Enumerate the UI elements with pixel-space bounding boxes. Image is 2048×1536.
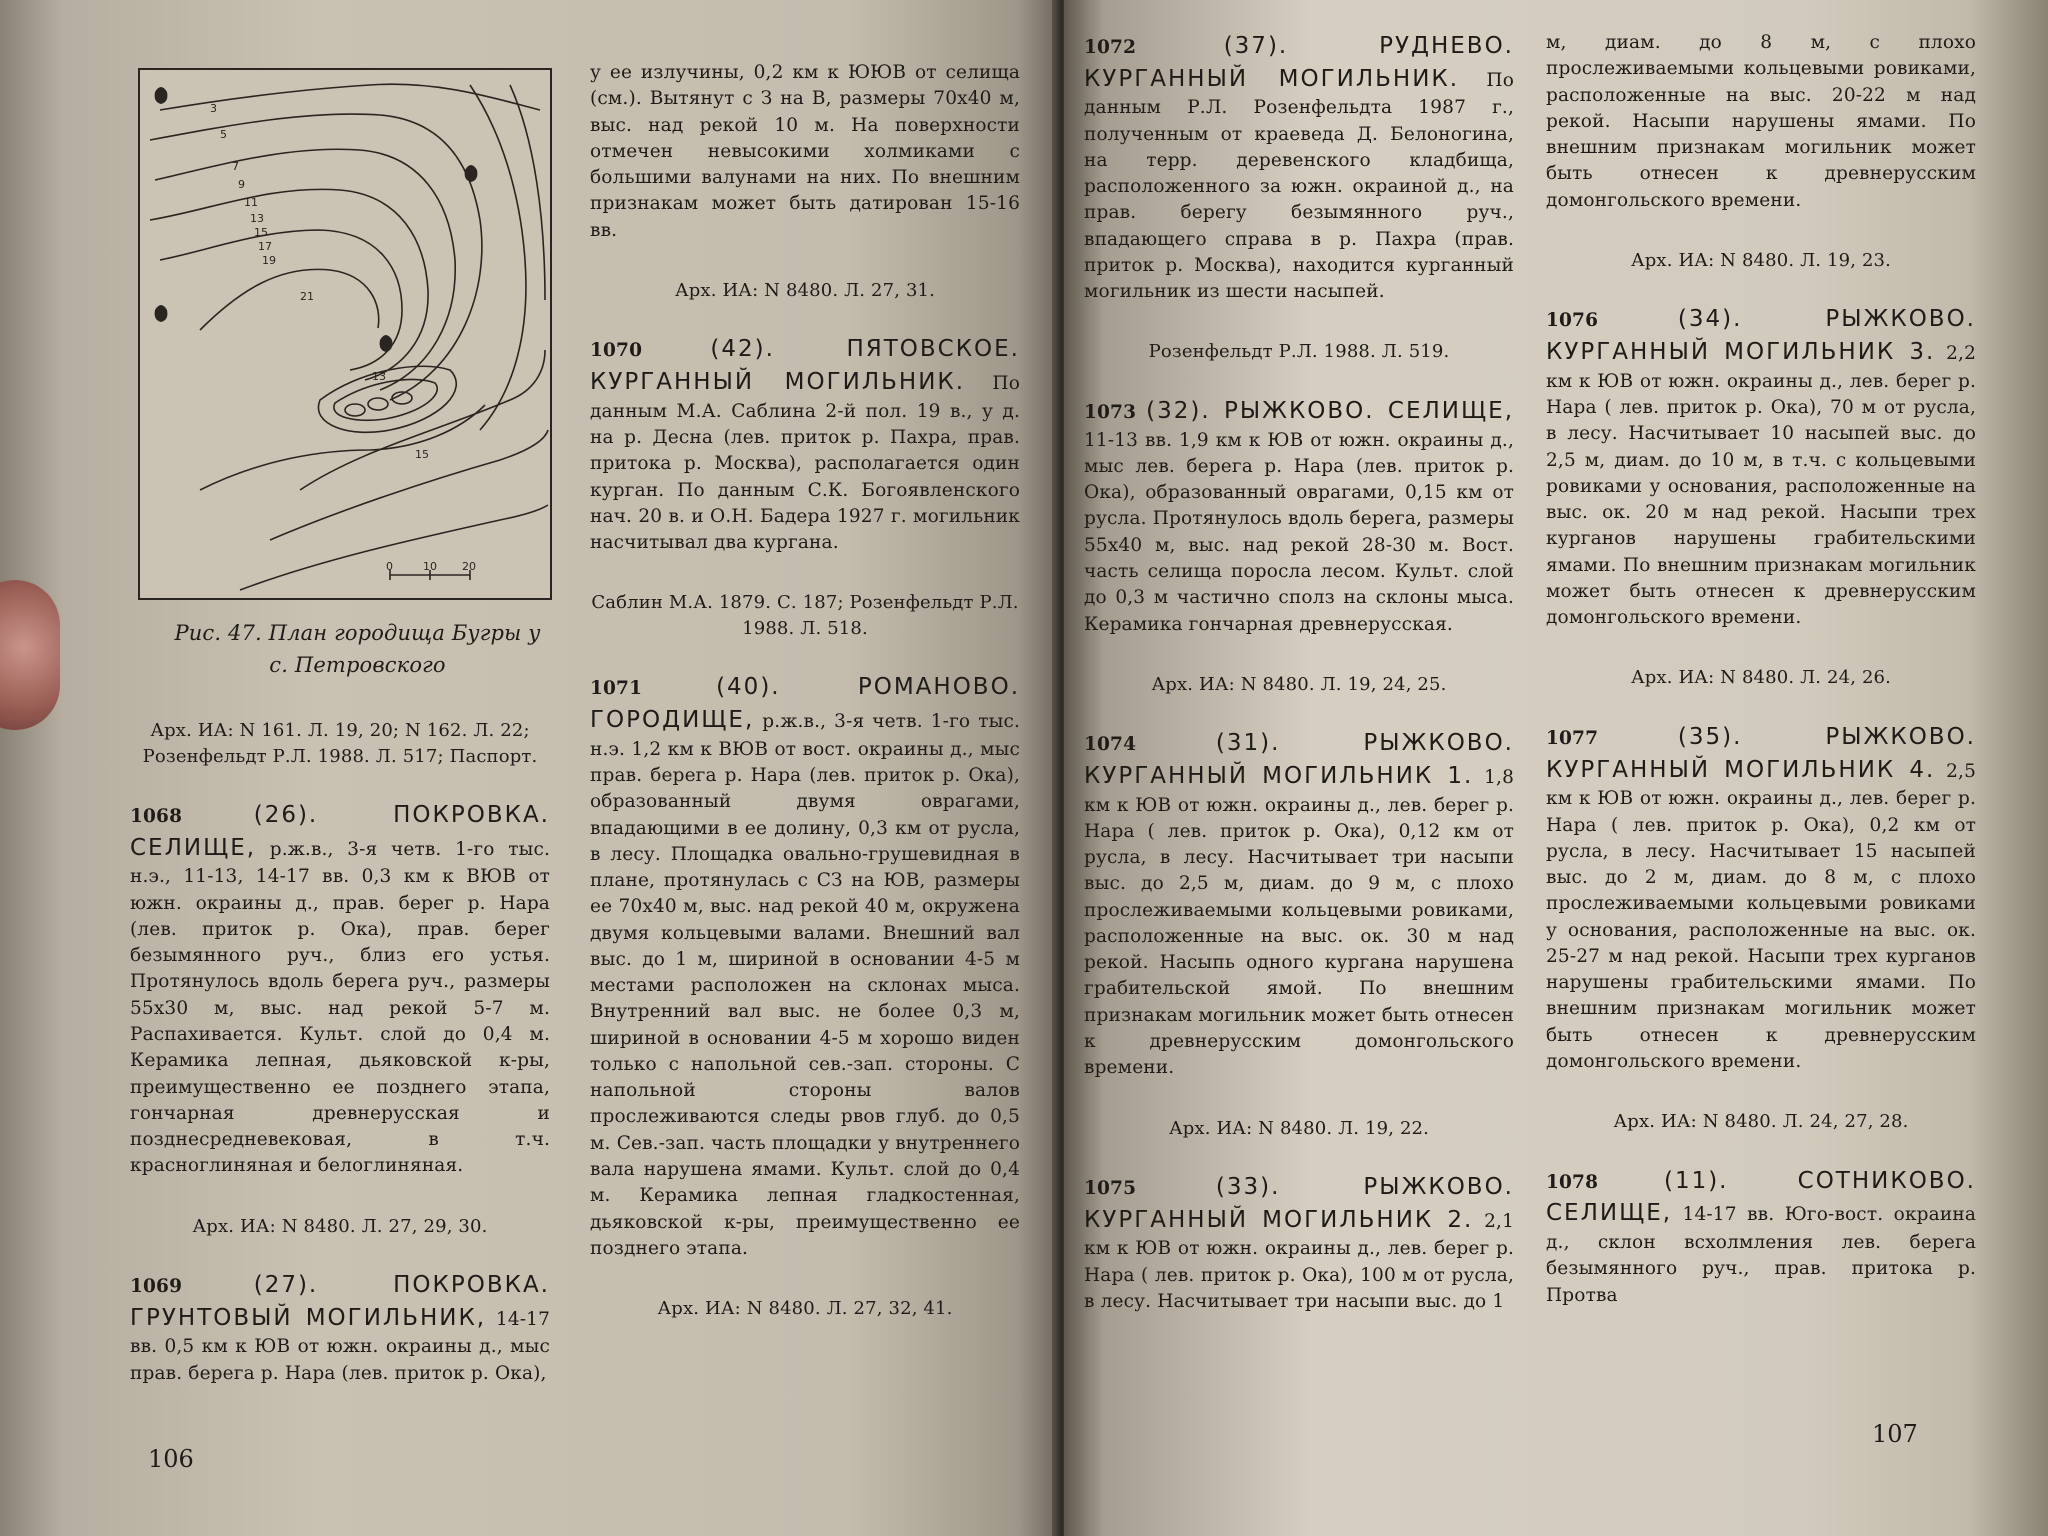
entry-text: 14-17 вв. Юго-вост. окраина д., склон всхолмления лев. берега безымянного руч., прав. притока р. Протва (1546, 1204, 1976, 1306)
entry-text: 2,1 км к ЮВ от южн. окраины д., лев. берег р. Нара ( лев. приток р. Ока), 100 м от русла, в лесу. Насчитывает три насыпи выс. до 1 (1084, 1210, 1514, 1312)
right-column-2 (1546, 30, 1976, 1309)
entry-1071 (590, 671, 1020, 1262)
entry-heading: (27). ПОКРОВКА. ГРУНТОВЫЙ МОГИЛЬНИК, (130, 1272, 550, 1331)
entry-1075 (1084, 1171, 1514, 1315)
entry-text: 2,5 км к ЮВ от южн. окраины д., лев. берег р. Нара ( лев. приток р. Ока), 0,2 км от русла, в лесу. Насчитывает 15 насыпей выс. до 2 м, диам. до 8 м, с плохо прослеживаемыми кольцевыми ровиками у основания, расположенные на выс. ок. 25-27 м над рекой. Насыпи трех курганов нарушены грабительскими ямами. По внешним признакам могильник может быть отнесен к древнерусским домонгольского времени. (1546, 760, 1976, 1072)
contour-label: 19 (262, 254, 276, 267)
page-number: 106 (148, 1445, 194, 1473)
reference: Арх. ИА: N 8480. Л. 27, 31. (674, 279, 936, 301)
entry-heading: (11). СОТНИКОВО. СЕЛИЩЕ, (1546, 1167, 1976, 1227)
right-column-1 (1084, 30, 1514, 1315)
entry-number: 1073 (1084, 401, 1137, 423)
entry-number: 1074 (1084, 734, 1137, 756)
reference: Арх. ИА: N 8480. Л. 24, 27, 28. (1613, 1111, 1909, 1133)
reference: Арх. ИА: N 8480. Л. 27, 29, 30. (192, 1215, 488, 1237)
reference: Арх. ИА: N 161. Л. 19, 20; N 162. Л. 22; Розенфельдт Р.Л. 1988. Л. 517; Паспорт. (142, 720, 538, 767)
thumb-finger (0, 580, 60, 730)
entry-heading: (33). РЫЖКОВО. КУРГАННЫЙ МОГИЛЬНИК 2. (1084, 1174, 1514, 1233)
entry-1077 (1546, 721, 1976, 1075)
entry-number: 1076 (1546, 310, 1599, 332)
scale-label: 20 (462, 560, 476, 573)
continued-text: у ее излучины, 0,2 км к ЮЮВ от селища (см.). Вытянут с З на В, размеры 70х40 м, выс. над рекой 10 м. На поверхности отмечен невысокими холмиками с большими валунами на них. По внешним признакам может быть датирован 15-16 вв. (590, 62, 1020, 241)
scale-label: 10 (423, 560, 437, 573)
entry-text: р.ж.в., 3-я четв. 1-го тыс. н.э., 11-13, 14-17 вв. 0,3 км к ВЮВ от южн. окраины д., прав. берег р. Нара (лев. приток р. Ока), прав. берег безымянного руч., близ его устья. Протянулось вдоль берега руч., размеры 55х30 м, выс. над рекой 5-7 м. Распахивается. Культ. слой до 0,4 м. Керамика лепная, дьяковской к-ры, преимущественно ее позднего этапа, гончарная древнерусская и позднесредневековая, в т.ч. красноглиняная и белоглиняная. (130, 838, 550, 1177)
entry-heading: (32). РЫЖКОВО. СЕЛИЩЕ, (1146, 397, 1514, 424)
scale-label: 0 (386, 560, 393, 573)
contour-label: 3 (210, 102, 217, 115)
entry-number: 1078 (1546, 1171, 1599, 1193)
entry-1076 (1546, 303, 1976, 631)
entry-heading: (40). РОМАНОВО. ГОРОДИЩЕ, (590, 674, 1021, 734)
reference: Арх. ИА: N 8480. Л. 19, 23. (1630, 249, 1892, 271)
contour-label: 7 (232, 160, 239, 173)
entry-number: 1072 (1084, 37, 1137, 58)
entry-number: 1068 (130, 806, 183, 828)
entry-1074 (1084, 727, 1514, 1081)
entry-1072 (1084, 30, 1514, 305)
contour-label: 9 (238, 178, 245, 191)
reference: Арх. ИА: N 8480. Л. 19, 24, 25. (1151, 673, 1447, 695)
entry-text: 1,8 км к ЮВ от южн. окраины д., лев. берег р. Нара ( лев. приток р. Ока), 0,12 км от русла, в лесу. Насчитывает три насыпи выс. до 2,5 м, диам. до 9 м, с плохо прослеживаемыми кольцевыми ровиками, расположенные на выс. ок. 30 м над рекой. Насыпь одного кургана нарушена грабительской ямой. По внешним признакам могильник может быть отнесен к древнерусским домонгольского времени. (1084, 766, 1514, 1079)
contour-label: 21 (300, 290, 314, 303)
contour-label: 11 (244, 196, 258, 209)
entry-1070 (590, 333, 1020, 556)
entry-text: По данным М.А. Саблина 2-й пол. 19 в., у д. на р. Десна (лев. приток р. Пахра, прав. притока р. Москва), располагается один курган. По данным С.К. Богоявленского нач. 20 в. и О.Н. Бадера 1927 г. могильник насчитывал два кургана. (590, 373, 1020, 554)
contour-label: 13 (372, 370, 386, 383)
entry-number: 1070 (590, 340, 643, 362)
figure-caption: Рис. 47. План городища Бугры у с. Петровского (174, 621, 541, 677)
reference: Арх. ИА: N 8480. Л. 27, 32, 41. (657, 1298, 953, 1320)
entry-heading: (37). РУДНЕВО. КУРГАННЫЙ МОГИЛЬНИК. (1084, 33, 1514, 92)
entry-text: 2,2 км к ЮВ от южн. окраины д., лев. берег р. Нара ( лев. приток р. Ока), 70 м от русла, в лесу. Насчитывает 10 насыпей выс. до 2,5 м, диам. до 10 м, в т.ч. с кольцевыми ровиками у основания, расположенные на выс. ок. 20 м над рекой. Насыпи трех курганов нарушены грабительскими ямами. По внешним признакам могильник может быть отнесен к древнерусским домонгольского времени. (1546, 343, 1976, 629)
contour-label: 15 (415, 448, 429, 461)
entry-heading: (35). РЫЖКОВО. КУРГАННЫЙ МОГИЛЬНИК 4. (1546, 723, 1976, 783)
continued-text: м, диам. до 8 м, с плохо прослеживаемыми кольцевыми ровиками, расположенные на выс. 20-22 м над рекой. Насыпи нарушены ямами. По внешним признакам могильник может быть отнесен к древнерусским домонгольского времени. (1546, 32, 1976, 211)
contour-label: 5 (220, 128, 227, 141)
page-number: 107 (1872, 1420, 1918, 1448)
reference: Саблин М.А. 1879. С. 187; Розенфельдт Р.Л. 1988. Л. 518. (591, 592, 1019, 639)
entry-number: 1071 (590, 678, 643, 700)
contour-label: 15 (254, 226, 268, 239)
entry-number: 1075 (1084, 1178, 1137, 1200)
entry-heading: (34). РЫЖКОВО. КУРГАННЫЙ МОГИЛЬНИК 3. (1546, 306, 1976, 366)
entry-text: 14-17 вв. 0,5 км к ЮВ от южн. окраины д., мыс прав. берега р. Нара (лев. приток р. Ока), (130, 1308, 550, 1384)
right-page (1064, 0, 2048, 1536)
contour-map-svg (140, 70, 550, 598)
figure-caption-block (165, 618, 550, 681)
contour-label: 13 (250, 212, 264, 225)
entry-heading: (26). ПОКРОВКА. СЕЛИЩЕ, (130, 802, 550, 861)
entry-heading: (42). ПЯТОВСКОЕ. КУРГАННЫЙ МОГИЛЬНИК. (590, 336, 1020, 396)
entry-text: р.ж.в., 3-я четв. 1-го тыс. н.э. 1,2 км к ВЮВ от вост. окраины д., мыс прав. берега р. Нара (лев. приток р. Ока), образованный двумя оврагами, впадающими в ее долину, 0,3 км от русла, в лесу. Площадка овально-грушевидная в плане, протянулась с СЗ на ЮВ, размеры ее 70х40 м, выс. над рекой 40 м, окружена двумя кольцевыми валами. Внешний вал выс. до 1 м, шириной в основании 4-5 м местами расположен на склонах мыса. Внутренний вал выс. не более 0,3 м, шириной в основании 4-5 м хорошо виден только с напольной сев.-зап. стороны. С напольной стороны валов прослеживаются следы рвов глуб. до 0,5 м. Сев.-зап. часть площадки у внутреннего вала нарушена ямами. Культ. слой до 0,4 м. Керамика лепная гладкостенная, дьяковской к-ры, преимущественно ее позднего этапа. (590, 711, 1021, 1259)
reference: Розенфельдт Р.Л. 1988. Л. 519. (1148, 341, 1450, 363)
entry-1073 (1084, 395, 1514, 638)
entry-1069 (130, 1269, 550, 1387)
entry-number: 1069 (130, 1276, 183, 1298)
entry-1068 (130, 799, 550, 1180)
contour-map-figure (138, 68, 552, 600)
contour-label: 17 (258, 240, 272, 253)
entry-number: 1077 (1546, 727, 1599, 749)
entry-1078 (1546, 1165, 1976, 1309)
left-column-2 (590, 60, 1020, 1352)
reference: Арх. ИА: N 8480. Л. 24, 26. (1630, 667, 1892, 689)
left-column-1 (130, 718, 550, 1387)
reference: Арх. ИА: N 8480. Л. 19, 22. (1168, 1117, 1430, 1139)
entry-text: 11-13 вв. 1,9 км к ЮВ от южн. окраины д., мыс лев. берега р. Нара (лев. приток р. Ока), образованный оврагами, 0,15 км от русла. Протянулось вдоль берега, размеры 55х40 м, выс. над рекой 28-30 м. Вост. часть селища поросла лесом. Культ. слой до 0,3 м частично сполз на склоны мыса. Керамика гончарная древнерусская. (1084, 429, 1514, 635)
entry-heading: (31). РЫЖКОВО. КУРГАННЫЙ МОГИЛЬНИК 1. (1084, 730, 1514, 789)
entry-text: По данным Р.Л. Розенфельдта 1987 г., полученным от краеведа Д. Белоногина, на терр. деревенского кладбища, расположенного за южн. окраиной д., на прав. берегу безымянного руч., впадающего справа в р. Пахра (прав. приток р. Москва), находится курганный могильник из шести насыпей. (1084, 69, 1514, 303)
